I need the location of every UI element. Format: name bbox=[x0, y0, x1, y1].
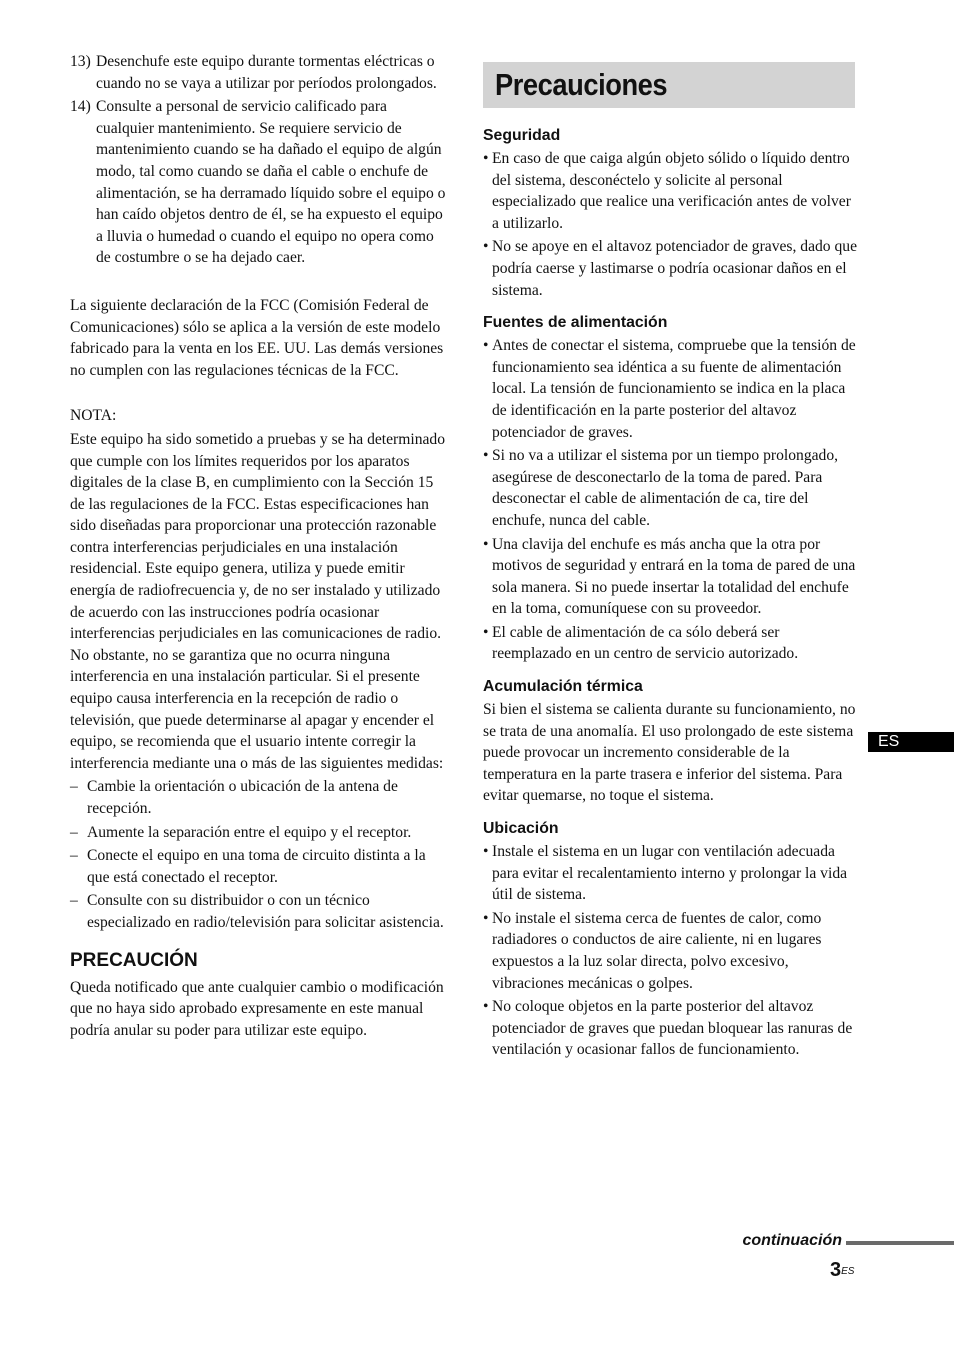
bullet-list bbox=[483, 841, 857, 1061]
bullet-list bbox=[483, 335, 857, 665]
item-number: 13) bbox=[70, 53, 91, 70]
list-item-text: Antes de conectar el sistema, compruebe que la tensión de funcionamiento sea idéntica a su fuente de alimentación local. La tensión de funcionamiento se indica en la placa de identificación en la parte posterior del altavoz potenciador de graves. bbox=[492, 337, 856, 441]
list-item bbox=[483, 908, 857, 994]
dash-item bbox=[70, 890, 448, 933]
bullet-marker: • bbox=[483, 623, 489, 641]
list-item-text: En caso de que caiga algún objeto sólido o líquido dentro del sistema, desconéctelo y solicite al personal especializado que realice una verificación antes de volver a utilizarlo. bbox=[492, 150, 851, 232]
list-item-text: Si no va a utilizar el sistema por un tiempo prolongado, asegúrese de desconectarlo de la toma de pared. Para desconectar el cable de alimentación de ca, tire del enchufe, nunca del cable. bbox=[492, 447, 839, 529]
list-item-text: Instale el sistema en un lugar con ventilación adecuada para evitar el recalentamiento interno y prolongar la vida útil de sistema. bbox=[492, 843, 848, 904]
nota-text: Este equipo ha sido sometido a pruebas y se ha determinado que cumple con los límites requeridos por los aparatos digitales de la clase B, en cumplimiento con la Sección 15 de las regulaciones de la FCC. Estas especificaciones han sido diseñadas para proporcionar una protección razonable contra interferencias perjudiciales en una instalación residencial. Este equipo genera, utiliza y puede emitir energía de radiofrecuencia y, de no ser instalado y utilizado de acuerdo con las instrucciones podría ocasionar interferencias perjudiciales en las comunicaciones de radio. No obstante, no se garantiza que no ocurra ninguna interferencia en una instalación particular. Si el presente equipo causa interferencia en la recepción de radio o televisión, que puede determinarse al apagar y encender el equipo, se recomienda que el usuario intente corregir la interferencia mediante una o más de las siguientes medidas: bbox=[70, 430, 446, 772]
list-item bbox=[483, 236, 857, 301]
dash-marker: – bbox=[70, 847, 78, 865]
bullet-marker: • bbox=[483, 843, 489, 861]
list-item-text: No coloque objetos en la parte posterior del altavoz potenciador de graves que puedan bloquear las ranuras de ventilación y ocasionar fallos de funcionamiento. bbox=[492, 998, 853, 1059]
list-item bbox=[483, 335, 857, 443]
list-item bbox=[483, 148, 857, 234]
section-heading-fuentes: Fuentes de alimentación bbox=[483, 314, 668, 332]
section-heading-seguridad: Seguridad bbox=[483, 127, 561, 144]
section-heading-acumulacion: Acumulación térmica bbox=[483, 678, 643, 696]
bullet-list bbox=[483, 148, 857, 301]
dash-item bbox=[70, 822, 448, 844]
continuation-label: continuación bbox=[742, 1232, 842, 1249]
language-tab: ES bbox=[868, 732, 954, 752]
title-bar bbox=[483, 62, 855, 108]
list-item-text: No instale el sistema cerca de fuentes de calor, como radiadores o conductos de aire caliente, ni en lugares expuestos a la luz solar directa, polvo excesivo, vibraciones mecánicas o golpes. bbox=[492, 909, 822, 992]
caution-text: Queda notificado que ante cualquier cambio o modificación que no haya sido aprobado expresamente en este manual podría anular su poder para utilizar este equipo. bbox=[70, 978, 444, 1039]
bullet-marker: • bbox=[483, 238, 489, 256]
section-text: Si bien el sistema se calienta durante su funcionamiento, no se trata de una anomalía. El uso prolongado de este sistema puede provocar un incremento considerable de la temperatura en la parte trasera e inferior del sistema. Para evitar quemarse, no toque el sistema. bbox=[483, 701, 856, 805]
right-column bbox=[483, 62, 857, 1061]
list-item bbox=[483, 841, 857, 906]
list-item bbox=[483, 622, 857, 665]
page-number-suffix: ES bbox=[841, 1266, 855, 1277]
page-number-value: 3 bbox=[830, 1259, 842, 1281]
dash-item-text: Aumente la separación entre el equipo y el receptor. bbox=[87, 823, 412, 841]
item-text: Consulte a personal de servicio calificado para cualquier mantenimiento. Se requiere servicio de mantenimiento cuando se ha dañado el equipo de algún modo, tal como cuando se daña el cable o enchufe de alimentación, se ha derramado líquido sobre el equipo o han caído objetos dentro de él, se ha expuesto el equipo a lluvia o humedad o cuando el equipo no opera como de costumbre o se ha dejado caer. bbox=[96, 98, 446, 267]
fcc-paragraph: La siguiente declaración de la FCC (Comisión Federal de Comunicaciones) sólo se aplica a la versión de este modelo fabricado para la venta en los EE. UU. Las demás versiones no cumplen con las regulaciones técnicas de la FCC. bbox=[70, 296, 444, 379]
section-heading-ubicacion: Ubicación bbox=[483, 820, 559, 838]
dash-item-text: Consulte con su distribuidor o con un técnico especializado en radio/televisión para solicitar asistencia. bbox=[87, 892, 444, 931]
bullet-marker: • bbox=[483, 535, 489, 553]
list-item bbox=[483, 445, 857, 531]
continuation-bar bbox=[846, 1241, 954, 1245]
dash-marker: – bbox=[70, 892, 78, 910]
dash-item bbox=[70, 776, 448, 819]
numbered-item bbox=[70, 96, 448, 269]
nota-label: NOTA: bbox=[70, 407, 117, 425]
bullet-marker: • bbox=[483, 998, 489, 1016]
list-item-text: Una clavija del enchufe es más ancha que la otra por motivos de seguridad y entrará en la toma de pared de una sola manera. Si no puede insertar la totalidad del enchufe en la toma, comuníquese con su proveedor. bbox=[492, 535, 856, 618]
caution-heading: PRECAUCIÓN bbox=[70, 949, 198, 971]
list-item bbox=[483, 996, 857, 1061]
bullet-marker: • bbox=[483, 447, 489, 465]
list-item-text: No se apoye en el altavoz potenciador de graves, dado que podría caerse y lastimarse o podría ocasionar daños en el sistema. bbox=[492, 238, 858, 299]
dash-marker: – bbox=[70, 823, 78, 841]
item-text: Desenchufe este equipo durante tormentas eléctricas o cuando no se vaya a utilizar por períodos prolongados. bbox=[96, 53, 437, 92]
item-number: 14) bbox=[70, 98, 91, 116]
list-item bbox=[483, 534, 857, 620]
dash-item-text: Conecte el equipo en una toma de circuito distinta a la que está conectado el receptor. bbox=[87, 847, 426, 886]
bullet-marker: • bbox=[483, 909, 489, 927]
bullet-marker: • bbox=[483, 150, 489, 167]
numbered-item bbox=[70, 51, 448, 94]
dash-marker: – bbox=[70, 778, 78, 796]
dash-item bbox=[70, 845, 448, 888]
list-item-text: El cable de alimentación de ca sólo deberá ser reemplazado en un centro de servicio autorizado. bbox=[492, 623, 799, 663]
left-column bbox=[70, 51, 448, 1041]
bullet-marker: • bbox=[483, 337, 489, 355]
page-number bbox=[830, 1258, 854, 1282]
page-title: Precauciones bbox=[495, 67, 668, 102]
dash-item-text: Cambie la orientación o ubicación de la antena de recepción. bbox=[87, 778, 398, 817]
